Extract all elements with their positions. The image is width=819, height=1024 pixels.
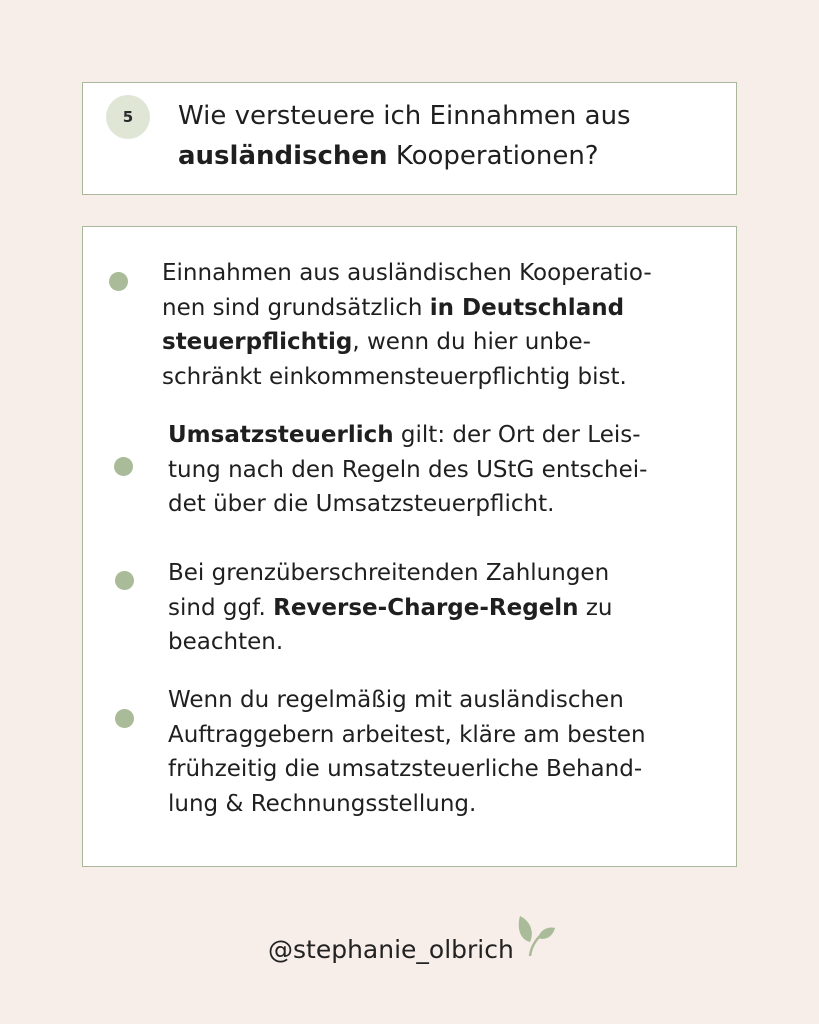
item-text: det über die Umsatzsteuerpflicht. xyxy=(168,491,555,517)
question-bold: ausländischen xyxy=(178,141,388,171)
question-rest: Kooperationen? xyxy=(387,141,599,171)
emphasis-text: in Deutschland xyxy=(429,294,625,321)
bullet-icon xyxy=(115,571,134,590)
bullet-icon xyxy=(109,272,128,291)
list-item xyxy=(168,418,647,522)
item-text: schränkt einkommensteuerpflichtig bist. xyxy=(162,363,627,390)
emphasis-text: steuerpflichtig xyxy=(162,329,353,355)
question-line-1: Wie versteuere ich Einnahmen aus xyxy=(178,101,631,131)
item-text: Auftraggebern arbeitest, kläre am besten xyxy=(168,721,646,748)
item-text: Einnahmen aus ausländischen Kooperatio- xyxy=(162,260,652,286)
item-text: beachten. xyxy=(168,629,284,655)
list-item xyxy=(168,683,646,821)
item-text: sind ggf. xyxy=(168,594,274,621)
item-text: lung & Rechnungsstellung. xyxy=(168,790,477,817)
item-text: Wenn du regelmäßig mit ausländischen xyxy=(168,687,624,713)
item-text: , wenn du hier unbe- xyxy=(352,329,591,355)
item-text: zu xyxy=(578,594,613,621)
leaf-icon xyxy=(516,912,556,958)
item-text: tung nach den Regeln des UStG entschei- xyxy=(168,456,648,483)
list-item xyxy=(168,556,613,660)
question-title xyxy=(178,96,698,176)
item-text: Bei grenzüberschreitenden Zahlungen xyxy=(168,560,610,586)
list-item xyxy=(162,256,652,394)
item-text: gilt: der Ort der Leis- xyxy=(393,422,641,448)
emphasis-text: Umsatzsteuerlich xyxy=(168,422,394,448)
bullet-icon xyxy=(115,709,134,728)
step-number-badge: 5 xyxy=(106,95,150,139)
item-text: frühzeitig die umsatzsteuerliche Behand- xyxy=(168,756,643,782)
bullet-icon xyxy=(114,457,133,476)
emphasis-text: Reverse-Charge-Regeln xyxy=(273,594,579,621)
item-text: nen sind grundsätzlich xyxy=(162,294,430,321)
author-handle[interactable]: @stephanie_olbrich xyxy=(268,935,514,964)
